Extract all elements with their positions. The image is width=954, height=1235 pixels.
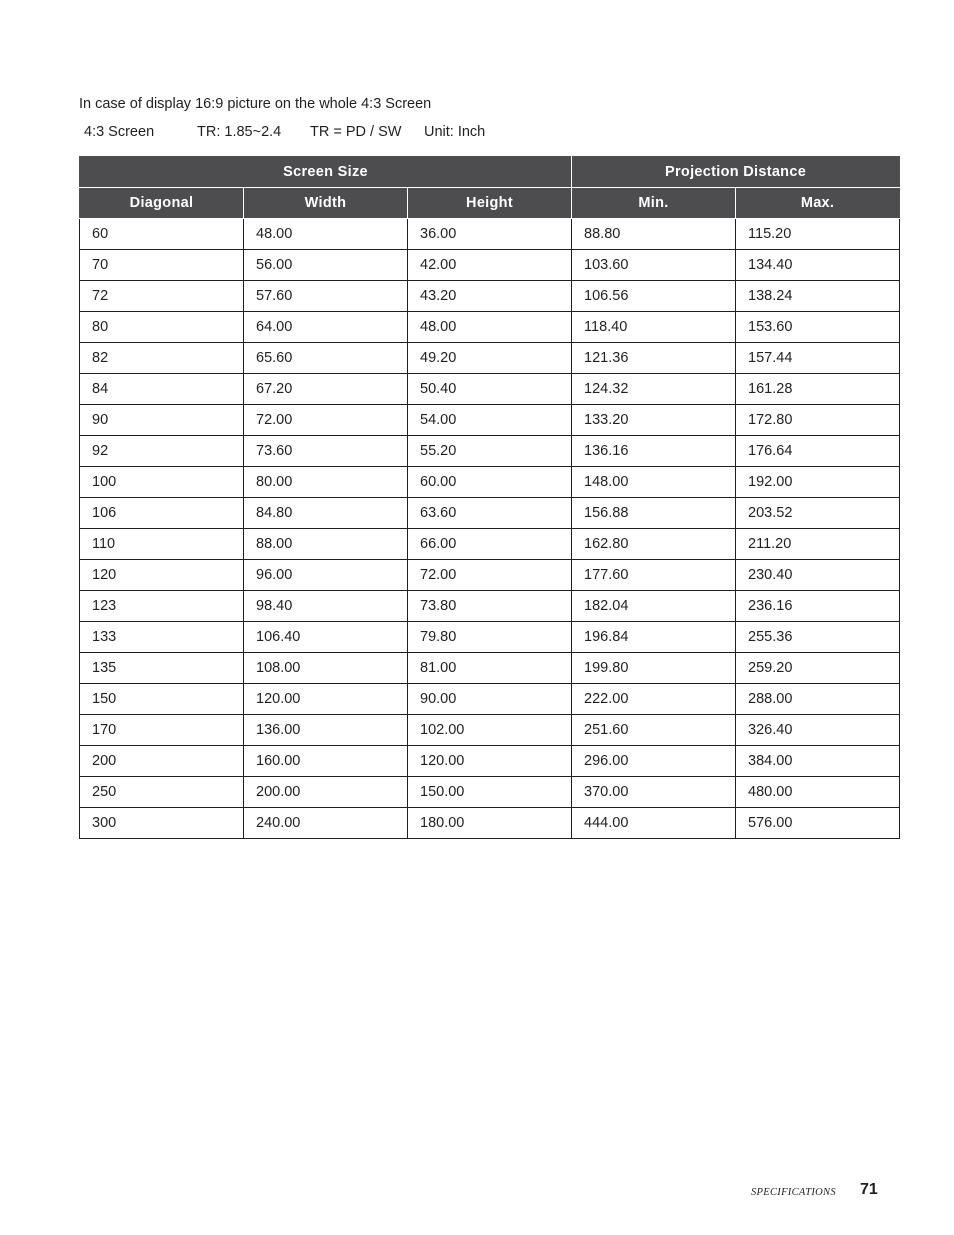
- cell-diagonal: 110: [80, 529, 244, 560]
- table-row: [80, 622, 900, 653]
- cell-diagonal: 82: [80, 343, 244, 374]
- cell-max: 161.28: [736, 374, 900, 405]
- cell-max: 172.80: [736, 405, 900, 436]
- col-header-diagonal: Diagonal: [80, 188, 244, 219]
- cell-diagonal: 300: [80, 808, 244, 839]
- cell-min: 133.20: [572, 405, 736, 436]
- table-row: [80, 436, 900, 467]
- cell-min: 199.80: [572, 653, 736, 684]
- table-row: [80, 250, 900, 281]
- cell-diagonal: 250: [80, 777, 244, 808]
- cell-max: 326.40: [736, 715, 900, 746]
- table-row: [80, 467, 900, 498]
- cell-min: 162.80: [572, 529, 736, 560]
- cell-height: 54.00: [408, 405, 572, 436]
- cell-diagonal: 133: [80, 622, 244, 653]
- table-row: [80, 715, 900, 746]
- cell-width: 200.00: [244, 777, 408, 808]
- cell-width: 64.00: [244, 312, 408, 343]
- table-row: [80, 374, 900, 405]
- cell-max: 288.00: [736, 684, 900, 715]
- cell-height: 180.00: [408, 808, 572, 839]
- cell-max: 480.00: [736, 777, 900, 808]
- cell-diagonal: 150: [80, 684, 244, 715]
- cell-height: 36.00: [408, 219, 572, 250]
- table-row: [80, 653, 900, 684]
- cell-height: 73.80: [408, 591, 572, 622]
- intro-text: In case of display 16:9 picture on the whole 4:3 Screen: [79, 96, 432, 112]
- cell-width: 80.00: [244, 467, 408, 498]
- cell-diagonal: 120: [80, 560, 244, 591]
- cell-min: 182.04: [572, 591, 736, 622]
- cell-min: 196.84: [572, 622, 736, 653]
- cell-height: 66.00: [408, 529, 572, 560]
- cell-min: 121.36: [572, 343, 736, 374]
- page-number: 71: [860, 1181, 878, 1198]
- cell-min: 88.80: [572, 219, 736, 250]
- cell-diagonal: 170: [80, 715, 244, 746]
- cell-height: 49.20: [408, 343, 572, 374]
- cell-height: 60.00: [408, 467, 572, 498]
- table-row: [80, 808, 900, 839]
- cell-max: 384.00: [736, 746, 900, 777]
- table-row: [80, 529, 900, 560]
- cell-width: 98.40: [244, 591, 408, 622]
- cell-min: 156.88: [572, 498, 736, 529]
- info-line: [84, 124, 485, 140]
- cell-max: 236.16: [736, 591, 900, 622]
- cell-diagonal: 84: [80, 374, 244, 405]
- cell-width: 73.60: [244, 436, 408, 467]
- cell-max: 157.44: [736, 343, 900, 374]
- cell-height: 81.00: [408, 653, 572, 684]
- cell-diagonal: 80: [80, 312, 244, 343]
- cell-height: 63.60: [408, 498, 572, 529]
- cell-height: 55.20: [408, 436, 572, 467]
- cell-diagonal: 135: [80, 653, 244, 684]
- group-header-row: [80, 157, 900, 188]
- cell-min: 136.16: [572, 436, 736, 467]
- throw-ratio: TR: 1.85~2.4: [197, 124, 282, 140]
- cell-min: 148.00: [572, 467, 736, 498]
- table-body: [80, 219, 900, 839]
- cell-max: 153.60: [736, 312, 900, 343]
- cell-width: 57.60: [244, 281, 408, 312]
- table-row: [80, 219, 900, 250]
- cell-width: 106.40: [244, 622, 408, 653]
- cell-height: 102.00: [408, 715, 572, 746]
- cell-height: 79.80: [408, 622, 572, 653]
- cell-min: 106.56: [572, 281, 736, 312]
- cell-width: 88.00: [244, 529, 408, 560]
- cell-height: 90.00: [408, 684, 572, 715]
- cell-diagonal: 200: [80, 746, 244, 777]
- column-header-row: [80, 188, 900, 219]
- cell-width: 84.80: [244, 498, 408, 529]
- col-header-width: Width: [244, 188, 408, 219]
- table-row: [80, 560, 900, 591]
- cell-width: 108.00: [244, 653, 408, 684]
- cell-width: 48.00: [244, 219, 408, 250]
- cell-width: 120.00: [244, 684, 408, 715]
- cell-max: 576.00: [736, 808, 900, 839]
- table-row: [80, 312, 900, 343]
- cell-min: 222.00: [572, 684, 736, 715]
- cell-width: 72.00: [244, 405, 408, 436]
- cell-width: 240.00: [244, 808, 408, 839]
- cell-diagonal: 106: [80, 498, 244, 529]
- cell-min: 103.60: [572, 250, 736, 281]
- col-header-height: Height: [408, 188, 572, 219]
- cell-min: 177.60: [572, 560, 736, 591]
- group-header-projection-distance: Projection Distance: [572, 157, 900, 188]
- cell-height: 42.00: [408, 250, 572, 281]
- table-row: [80, 746, 900, 777]
- cell-height: 72.00: [408, 560, 572, 591]
- cell-max: 134.40: [736, 250, 900, 281]
- cell-diagonal: 70: [80, 250, 244, 281]
- cell-diagonal: 123: [80, 591, 244, 622]
- cell-diagonal: 60: [80, 219, 244, 250]
- cell-max: 203.52: [736, 498, 900, 529]
- throw-formula: TR = PD / SW: [310, 124, 402, 140]
- cell-max: 230.40: [736, 560, 900, 591]
- cell-max: 192.00: [736, 467, 900, 498]
- cell-width: 96.00: [244, 560, 408, 591]
- cell-max: 176.64: [736, 436, 900, 467]
- cell-width: 65.60: [244, 343, 408, 374]
- cell-width: 67.20: [244, 374, 408, 405]
- cell-width: 56.00: [244, 250, 408, 281]
- table-row: [80, 777, 900, 808]
- cell-diagonal: 72: [80, 281, 244, 312]
- cell-max: 259.20: [736, 653, 900, 684]
- col-header-max: Max.: [736, 188, 900, 219]
- col-header-min: Min.: [572, 188, 736, 219]
- cell-height: 50.40: [408, 374, 572, 405]
- cell-max: 211.20: [736, 529, 900, 560]
- cell-height: 43.20: [408, 281, 572, 312]
- cell-min: 118.40: [572, 312, 736, 343]
- cell-min: 251.60: [572, 715, 736, 746]
- projection-table: [79, 156, 900, 839]
- cell-diagonal: 100: [80, 467, 244, 498]
- table-row: [80, 498, 900, 529]
- table-row: [80, 405, 900, 436]
- cell-height: 48.00: [408, 312, 572, 343]
- cell-max: 255.36: [736, 622, 900, 653]
- cell-min: 444.00: [572, 808, 736, 839]
- table-row: [80, 591, 900, 622]
- cell-max: 115.20: [736, 219, 900, 250]
- table-row: [80, 684, 900, 715]
- cell-diagonal: 92: [80, 436, 244, 467]
- unit-label: Unit: Inch: [424, 124, 486, 140]
- cell-min: 370.00: [572, 777, 736, 808]
- cell-min: 124.32: [572, 374, 736, 405]
- cell-width: 160.00: [244, 746, 408, 777]
- cell-diagonal: 90: [80, 405, 244, 436]
- cell-height: 150.00: [408, 777, 572, 808]
- cell-min: 296.00: [572, 746, 736, 777]
- footer-section-label: SPECIFICATIONS: [751, 1187, 836, 1198]
- table-row: [80, 343, 900, 374]
- screen-ratio: 4:3 Screen: [84, 124, 155, 140]
- cell-width: 136.00: [244, 715, 408, 746]
- cell-height: 120.00: [408, 746, 572, 777]
- group-header-screen-size: Screen Size: [80, 157, 572, 188]
- cell-max: 138.24: [736, 281, 900, 312]
- table-row: [80, 281, 900, 312]
